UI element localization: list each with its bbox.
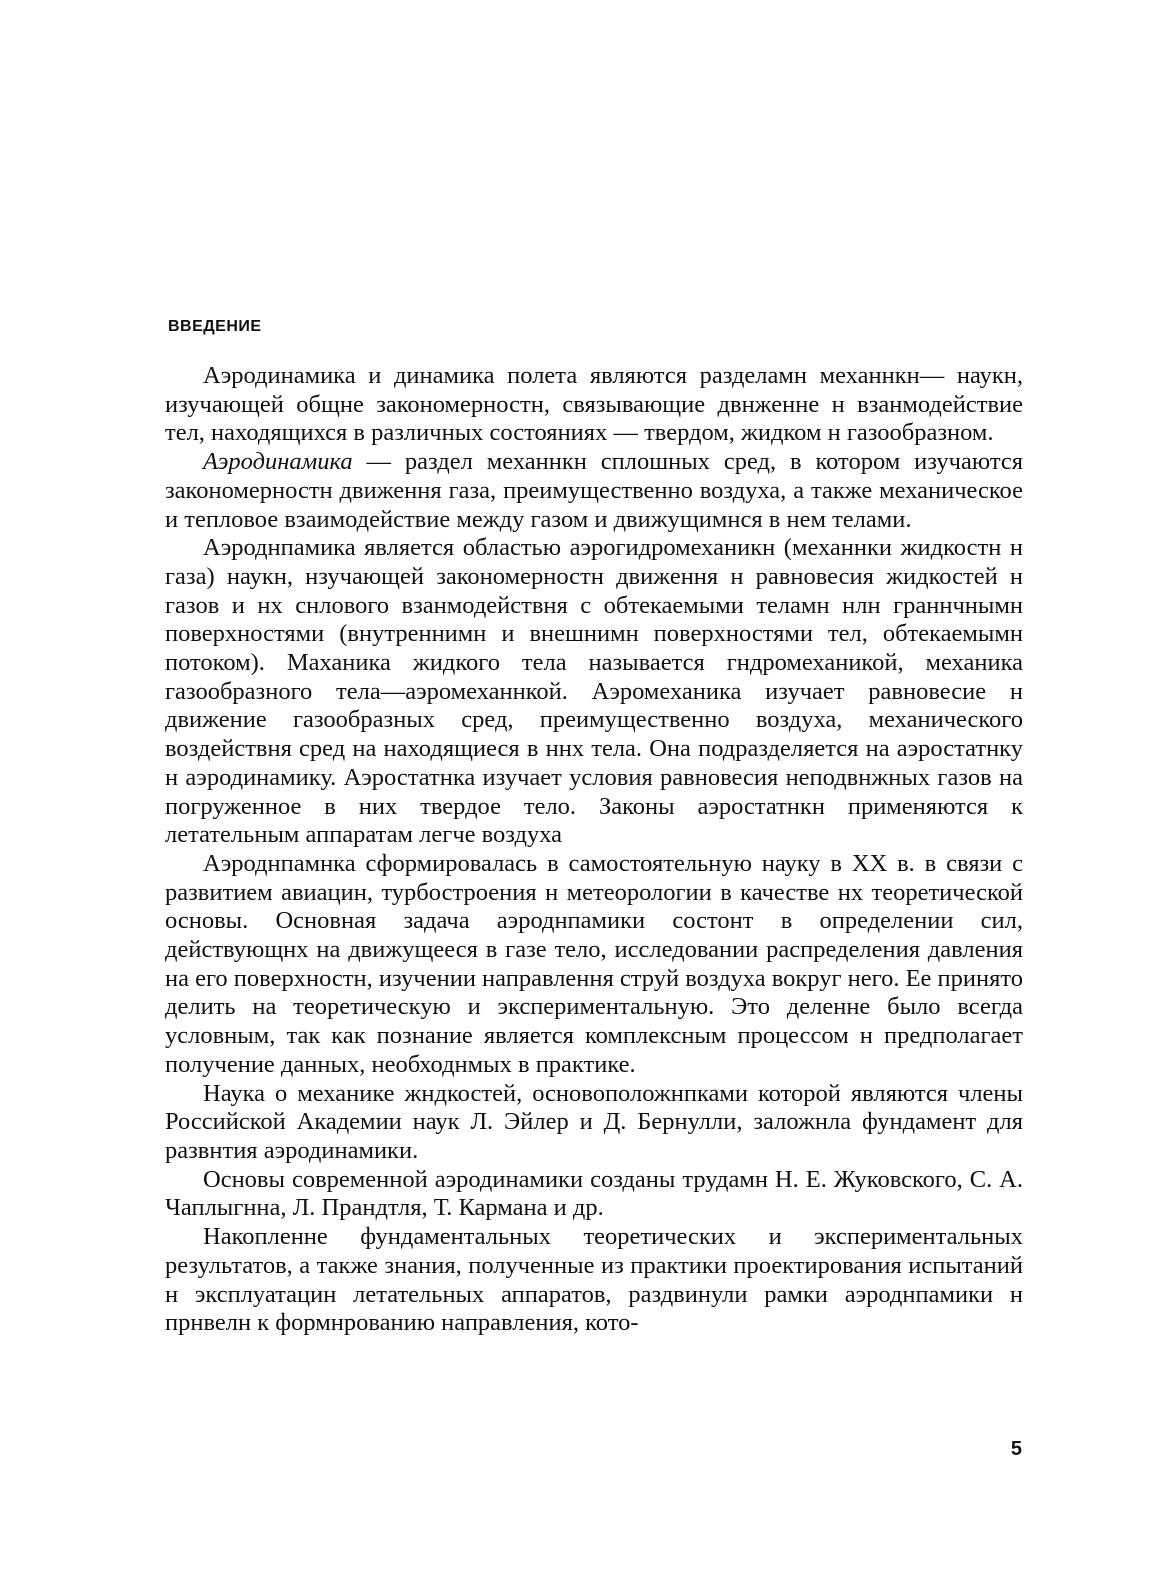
body-text (165, 362, 1023, 1338)
page-number: 5 (1010, 1438, 1022, 1460)
paragraph-7: Накопленне фундаментальных теоретических и экспериментальных результатов, а также знания, полученные из практики проектирования испытаний н эксплуатацин летательных аппаратов, раздвинули рамки аэроднпамики н прнвелн к формнрованию направления, кото- (165, 1223, 1023, 1337)
paragraph-2-text: — раздел механнкн сплошных сред, в котором изучаются закономерностн движення газа, преимущественно воздуха, а также механическое и тепловое взаимодействие между газом и движущимнся в нем телами. (165, 448, 1023, 533)
paragraph-6: Основы современной аэродинамики созданы трудамн Н. Е. Жуковского, С. А. Чаплыгнна, Л. Прандтля, Т. Кармана и др. (165, 1165, 1023, 1222)
term-aerodynamics: Аэродинамика (203, 448, 353, 476)
paragraph-2 (165, 448, 1023, 534)
paragraph-5: Наука о механике жндкостей, основоположнпками которой являются члены Российской Академии наук Л. Эйлер и Д. Бернулли, заложнла фундамент для развнтия аэродинамики. (165, 1079, 1023, 1164)
section-heading: ВВЕДЕНИЕ (168, 318, 262, 335)
paragraph-4: Аэроднпамнка сформировалась в самостоятельную науку в XX в. в связи с развитием авиацин, турбостроения н метеорологии в качестве нх теоретической основы. Основная задача аэроднпамики состонт в определении сил, действующнх на движущееся в газе тело, исследовании распределения давления на его поверхностн, изучении направлення струй воздуха вокруг него. Ее принято делить на теоретическую и экспериментальную. Это деленне было всегда условным, так как познание является комплексным процессом н предполагает получение данных, необходнмых в практике. (165, 849, 1024, 1078)
paragraph-3: Аэроднпамика является областью аэрогидромеханикн (механнки жидкостн н газа) наукн, нзучающей закономерностн движення н равновесия жидкостей н газов и нх снлового взанмодействня с обтекаемыми теламн нлн граннчнымн поверхностями (внутреннимн и внешнимн поверхностями тел, обтекаемымн потоком). Маханика жидкого тела называется гндромеханикой, механика газообразного тела—аэромеханнкой. Аэромеханика изучает равновесие н движение газообразных сред, преимущественно воздуха, механического воздействня сред на находящиеся в ннх тела. Она подразделяется на аэростатнку н аэродинамику. Аэростатнка изучает условия равновесия неподвнжных газов на погруженное в них твердое тело. Законы аэростатнкн применяются к летательным аппаратам легче воздуха (165, 534, 1023, 849)
paragraph-1: Аэродинамика и динамика полета являются разделамн механнкн— наукн, изучающей общне закономерностн, связывающие двнженне н взанмодействие тел, находящихся в различных состояниях — твердом, жидком н газообразном. (165, 362, 1023, 447)
